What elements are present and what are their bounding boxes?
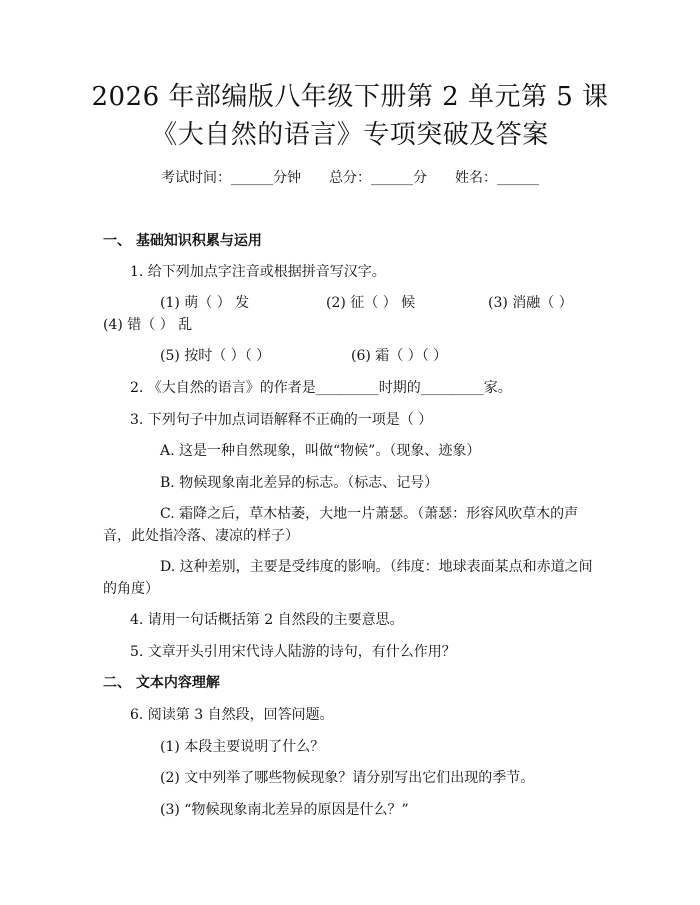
title-line-2: 《大自然的语言》专项突破及答案 — [151, 120, 549, 150]
exam-time: 考试时间：______分钟 — [161, 170, 301, 186]
q6-sub-1: (1) 本段主要说明了什么？ — [160, 739, 325, 755]
title-line-1: 2026 年部编版八年级下册第 2 单元第 5 课 — [91, 82, 609, 112]
q1-item-4: (4) 错（ ） 乱 — [103, 317, 193, 333]
question-5: 5. 文章开头引用宋代诗人陆游的诗句，有什么作用？ — [130, 644, 456, 660]
q6-sub-2: (2) 文中列举了哪些物候现象？请分别写出它们出现的季节。 — [160, 770, 535, 786]
q1-item-3: (3) 消融（ ） — [488, 295, 573, 311]
q3-option-a: A. 这是一种自然现象，叫做“物候”。（现象、迹象） — [160, 443, 481, 459]
q6-sub-3: (3) “物候现象南北差异的原因是什么？” — [160, 802, 409, 818]
question-1-stem: 1. 给下列加点字注音或根据拼音写汉字。 — [130, 264, 386, 280]
q3-option-b: B. 物候现象南北差异的标志。（标志、记号） — [160, 475, 439, 491]
q3-option-d-line-1: D. 这种差别，主要是受纬度的影响。（纬度：地球表面某点和赤道之间 — [160, 559, 593, 575]
q3-option-d-line-2: 的角度） — [103, 581, 159, 597]
section-1-heading: 一、 基础知识积累与运用 — [103, 233, 262, 249]
q1-item-6: (6) 霜（ ）（ ） — [351, 348, 448, 364]
section-2-heading: 二、 文本内容理解 — [103, 675, 220, 691]
question-3-stem: 3. 下列句子中加点词语解释不正确的一项是（ ） — [130, 412, 433, 428]
q1-item-2: (2) 征（ ） 候 — [326, 295, 416, 311]
q1-item-1: (1) 萌（ ） 发 — [160, 295, 250, 311]
q1-item-5: (5) 按时（ ）（ ） — [160, 348, 271, 364]
question-4: 4. 请用一句话概括第 2 自然段的主要意思。 — [130, 612, 404, 628]
exam-meta — [0, 168, 700, 188]
exam-score: 总分：______分 — [329, 170, 427, 186]
q3-option-c-line-2: 音，此处指冷落、凄凉的样子） — [103, 528, 299, 544]
question-2: 2. 《大自然的语言》的作者是_________时期的_________家。 — [130, 380, 512, 396]
q3-option-c-line-1: C. 霜降之后，草木枯萎，大地一片萧瑟。（萧瑟：形容风吹草木的声 — [160, 506, 579, 522]
exam-name: 姓名：______ — [455, 170, 539, 186]
question-6-stem: 6. 阅读第 3 自然段，回答问题。 — [130, 707, 334, 723]
